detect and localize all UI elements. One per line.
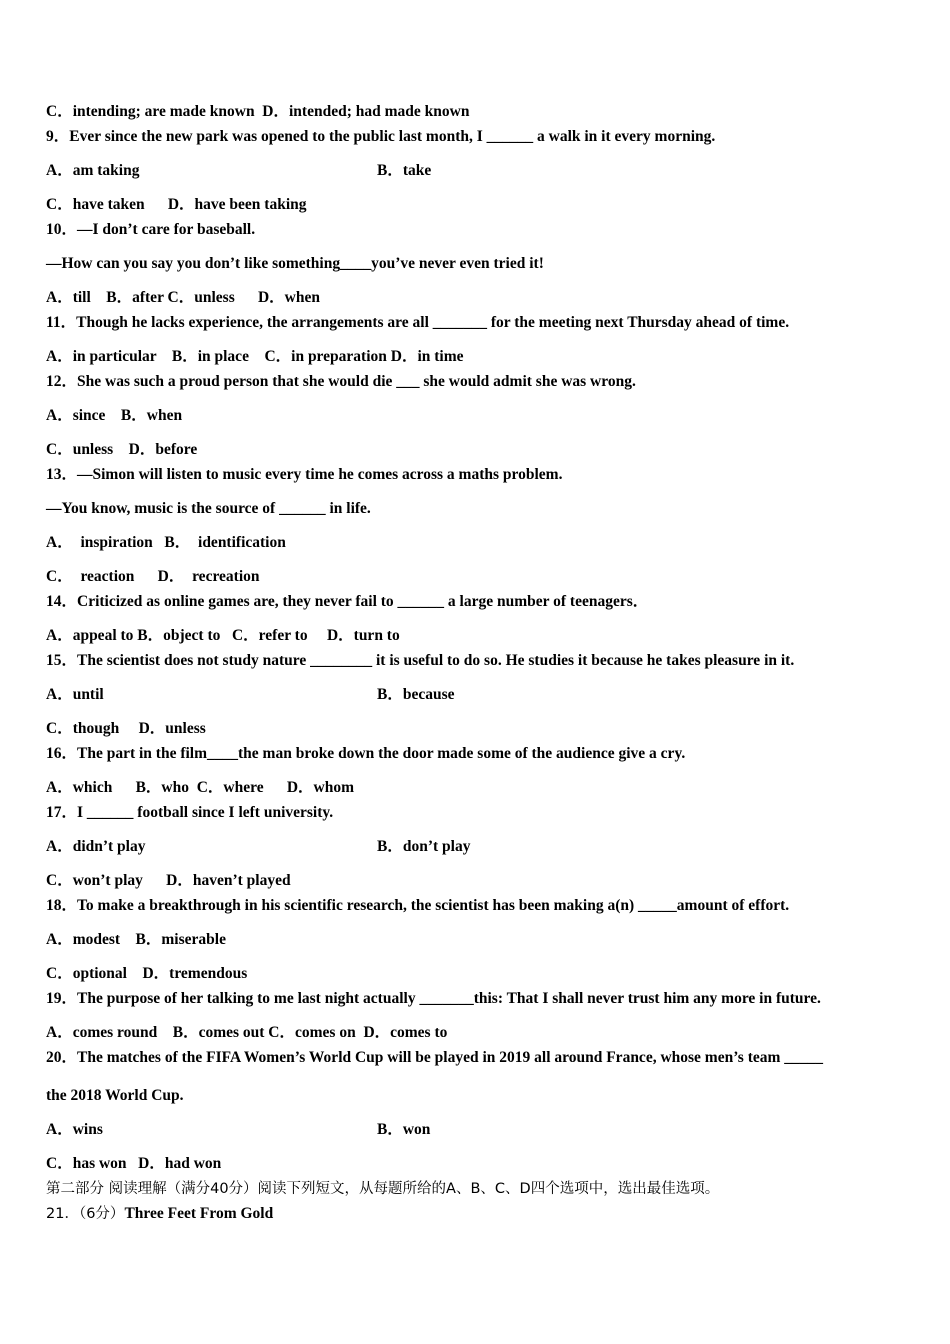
question-17: 17．I ______ football since I left university. (46, 804, 334, 821)
q15-option-b: B．because (377, 686, 455, 703)
question-15: 15．The scientist does not study nature ________ it is useful to do so. He studies it because he takes pleasure in it. (46, 652, 795, 669)
question-9: 9．Ever since the new park was opened to the public last month, I ______ a walk in it every morning. (46, 128, 716, 145)
question-11: 11．Though he lacks experience, the arrangements are all _______ for the meeting next Thursday ahead of time. (46, 314, 790, 331)
question-13: 13．—Simon will listen to music every time he comes across a maths problem. (46, 466, 563, 483)
q12-options-cd: C．unless D．before (46, 441, 198, 458)
q19-options: A．comes round B．comes out C．comes on D．comes to (46, 1024, 448, 1041)
question-14: 14．Criticized as online games are, they never fail to ______ a large number of teenagers． (46, 593, 649, 610)
question-10: 10．—I don’t care for baseball. (46, 221, 256, 238)
q20-options-cd: C．has won D．had won (46, 1155, 222, 1172)
q14-options: A．appeal to B．object to C．refer to D．turn to (46, 627, 400, 644)
q18-options-cd: C．optional D．tremendous (46, 965, 248, 982)
q15-options-cd: C．though D．unless (46, 720, 206, 737)
q17-options-cd: C．won’t play D．haven’t played (46, 872, 291, 889)
question-20-cont: the 2018 World Cup. (46, 1087, 184, 1104)
question-20: 20．The matches of the FIFA Women’s World Cup will be played in 2019 all around France, whose men’s team _____ (46, 1049, 824, 1066)
q17-option-a: A．didn’t play (46, 838, 146, 855)
q15-option-a: A．until (46, 686, 104, 703)
q18-options-ab: A．modest B．miserable (46, 931, 226, 948)
q11-options: A．in particular B．in place C．in preparation D．in time (46, 348, 464, 365)
q9-options-cd: C．have taken D．have been taking (46, 196, 307, 213)
q10-options: A．till B．after C．unless D．when (46, 289, 320, 306)
q9-option-b: B．take (377, 162, 432, 179)
q20-option-a: A．wins (46, 1121, 103, 1138)
question-21 (46, 1204, 273, 1224)
question-13-reply: —You know, music is the source of ______ in life. (46, 500, 371, 517)
q9-option-a: A．am taking (46, 162, 140, 179)
q13-options-ab: A． inspiration B． identification (46, 534, 286, 551)
question-19: 19．The purpose of her talking to me last night actually _______this: That I shall never trust him any more in future. (46, 990, 821, 1007)
q21-title: Three Feet From Gold (124, 1205, 274, 1222)
q8-options-cd: C．intending; are made known D．intended; had made known (46, 103, 470, 120)
question-16: 16．The part in the film____the man broke down the door made some of the audience give a cry. (46, 745, 686, 762)
q12-options-ab: A．since B．when (46, 407, 183, 424)
question-10-reply: —How can you say you don’t like something____you’ve never even tried it! (46, 255, 544, 272)
q13-options-cd: C． reaction D． recreation (46, 568, 260, 585)
question-18: 18．To make a breakthrough in his scientific research, the scientist has been making a(n) _____amount of effort. (46, 897, 790, 914)
q20-option-b: B．won (377, 1121, 431, 1138)
part-two-heading: 第二部分 阅读理解（满分40分）阅读下列短文，从每题所给的A、B、C、D四个选项中，选出最佳选项。 (46, 1181, 720, 1197)
q21-number: 21．（6分） (46, 1206, 125, 1222)
q16-options: A．which B．who C．where D．whom (46, 779, 355, 796)
q17-option-b: B．don’t play (377, 838, 471, 855)
question-12: 12．She was such a proud person that she would die ___ she would admit she was wrong. (46, 373, 636, 390)
